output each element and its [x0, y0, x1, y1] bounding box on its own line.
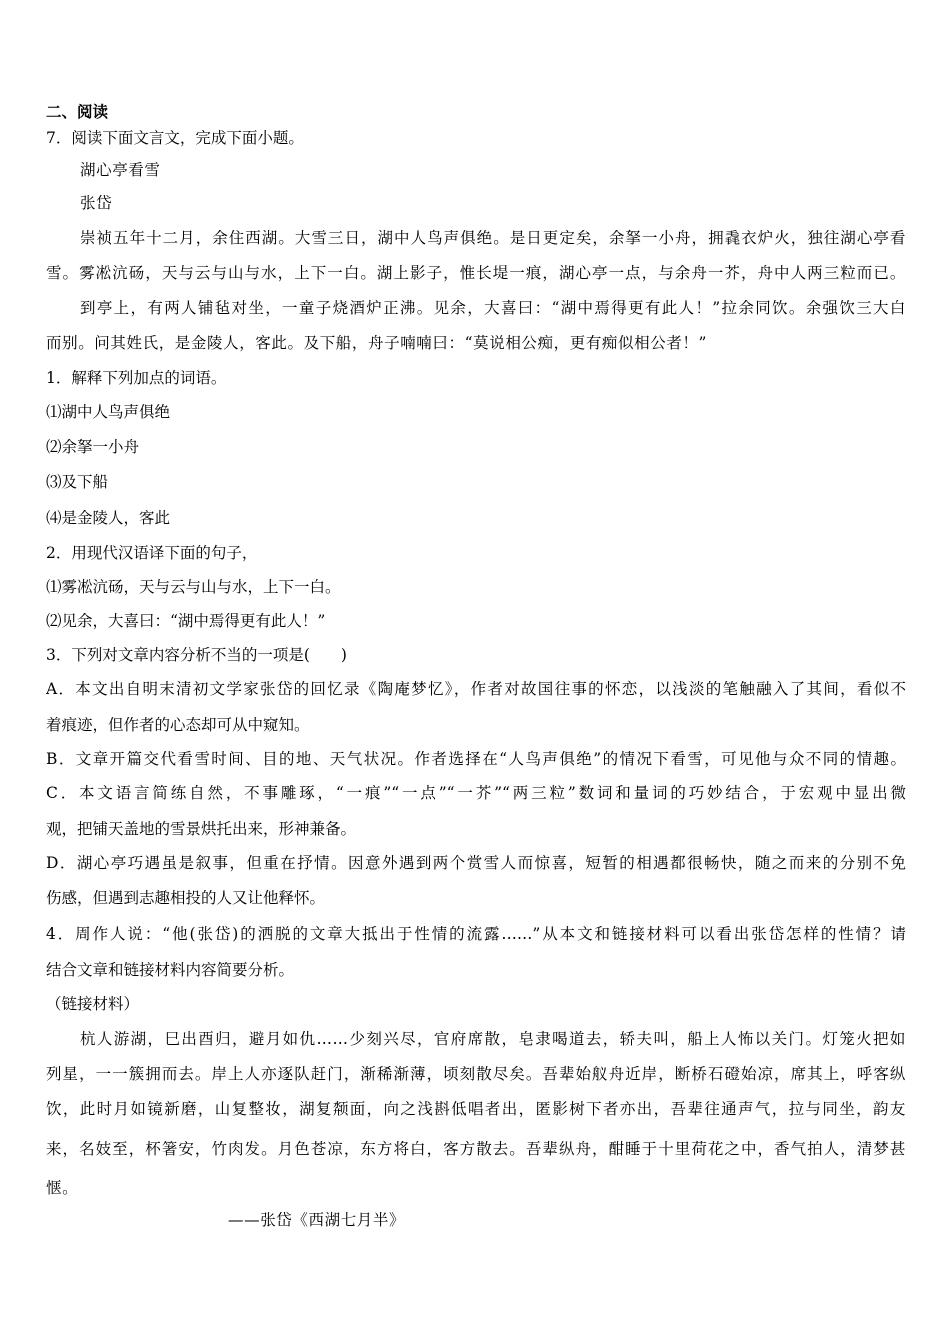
q3-option-a-line1: A．本文出自明末清初文学家张岱的回忆录《陶庵梦忆》，作者对故国往事的怀恋，以浅淡的笔触融入了其间，看似不	[46, 680, 906, 698]
q1-item-2: ⑵余拏一小舟	[46, 438, 140, 456]
q3-option-d-line1: D．湖心亭巧遇虽是叙事，但重在抒情。因意外遇到两个赏雪人而惊喜，短暂的相遇都很畅快，随之而来的分别不免	[46, 854, 906, 872]
q3-option-c-line2: 观，把铺天盖地的雪景烘托出来，形神兼备。	[46, 820, 357, 838]
passage-title: 湖心亭看雪	[80, 161, 161, 179]
q1-item-4: ⑷是金陵人，客此	[46, 509, 171, 527]
q3-option-a-line2: 着痕迹，但作者的心态却可从中窥知。	[46, 716, 310, 734]
q1-item-3: ⑶及下船	[46, 473, 109, 491]
passage-author: 张岱	[80, 194, 113, 212]
link-material-label: （链接材料）	[46, 995, 140, 1013]
q4-stem-line1: 4．周作人说：“他(张岱)的洒脱的文章大抵出于性情的流露……”从本文和链接材料可以看出张岱怎样的性情？请	[46, 925, 906, 943]
q3-option-d-line2: 伤感，但遇到志趣相投的人又让他释怀。	[46, 889, 326, 907]
q4-stem-line2: 结合文章和链接材料内容简要分析。	[46, 961, 295, 979]
q3-stem: 3．下列对文章内容分析不当的一项是( )	[46, 646, 347, 664]
q2-item-1: ⑴雾凇沆砀，天与云与山与水，上下一白。	[46, 578, 341, 596]
q1-item-1: ⑴湖中人鸟声俱绝	[46, 403, 171, 421]
link-source: ——张岱《西湖七月半》	[228, 1211, 406, 1229]
passage-p2-line1: 到亭上，有两人铺毡对坐，一童子烧酒炉正沸。见余，大喜曰：“湖中焉得更有此人！”拉余同饮。余强饮三大白	[80, 299, 906, 317]
passage-p1-line1: 崇祯五年十二月，余住西湖。大雪三日，湖中人鸟声俱绝。是日更定矣，余拏一小舟，拥毳衣炉火，独往湖心亭看	[80, 229, 906, 247]
q2-item-2: ⑵见余，大喜曰：“湖中焉得更有此人！”	[46, 612, 326, 630]
q1-stem: 1．解释下列加点的词语。	[46, 369, 227, 387]
q3-option-c-line1: C．本文语言简练自然，不事雕琢，“一痕”“一点”“一芥”“两三粒”数词和量词的巧妙结合，于宏观中显出微	[46, 784, 906, 802]
passage-p2-line2: 而别。问其姓氏，是金陵人，客此。及下船，舟子喃喃曰：“莫说相公痴，更有痴似相公者！”	[46, 334, 708, 352]
question-7-prompt: 7．阅读下面文言文，完成下面小题。	[46, 129, 304, 147]
q2-stem: 2．用现代汉语译下面的句子，	[46, 544, 258, 562]
section-title: 二、阅读	[46, 102, 109, 121]
q3-option-b-line1: B．文章开篇交代看雪时间、目的地、天气状况。作者选择在“人鸟声俱绝”的情况下看雪，可见他与众不同的情趣。	[46, 750, 906, 768]
link-line5: 惬。	[46, 1179, 79, 1197]
link-line1: 杭人游湖，巳出酉归，避月如仇……少刻兴尽，官府席散，皂隶喝道去，轿夫叫，船上人怖以关门。灯笼火把如	[80, 1030, 906, 1048]
link-line2: 列星，一一簇拥而去。岸上人亦逐队赶门，渐稀渐薄，顷刻散尽矣。吾辈始舣舟近岸，断桥石磴始凉，席其上，呼客纵	[46, 1065, 906, 1083]
link-line4: 来，名妓至，杯箸安，竹肉发。月色苍凉，东方将白，客方散去。吾辈纵舟，酣睡于十里荷花之中，香气拍人，清梦甚	[46, 1140, 906, 1158]
link-line3: 饮，此时月如镜新磨，山复整妆，湖复颒面，向之浅斟低唱者出，匿影树下者亦出，吾辈往通声气，拉与同坐，韵友	[46, 1100, 906, 1118]
passage-p1-line2: 雪。雾凇沆砀，天与云与山与水，上下一白。湖上影子，惟长堤一痕，湖心亭一点，与余舟一芥，舟中人两三粒而已。	[46, 264, 906, 282]
